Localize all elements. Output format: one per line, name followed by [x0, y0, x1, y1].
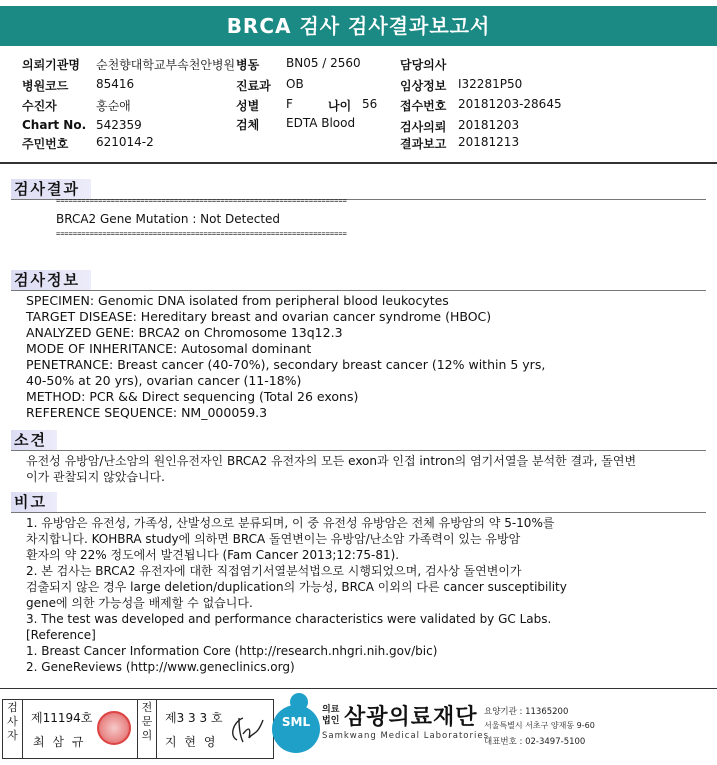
age-label: 나이: [328, 99, 352, 113]
remarks-line: 검출되지 않은 경우 large deletion/duplication의 가능성, BRCA 이외의 다른 cancer susceptibility: [26, 580, 567, 594]
receipt-value: 20181203-28645: [458, 97, 562, 111]
remarks-divider: [11, 512, 706, 513]
remarks-line: 3. The test was developed and performance characteristics were validated by GC Labs.: [26, 612, 552, 626]
report-footer: [0, 688, 717, 765]
request-label: 검사의뢰: [400, 120, 447, 134]
dept-label: 진료과: [236, 79, 271, 93]
specialist-vertical-label: 전 문 의: [137, 700, 157, 758]
doctor-label: 담당의사: [400, 58, 447, 72]
rrn-label: 주민번호: [22, 137, 69, 151]
agency-number: 요양기관 : 11365200: [484, 707, 569, 717]
remarks-line: 2. GeneReviews (http://www.geneclinics.org): [26, 660, 295, 674]
sml-logo-icon: SML: [272, 705, 320, 753]
findings-heading: 소견: [11, 430, 57, 450]
institution-value: 순천향대학교부속천안병원: [96, 58, 236, 72]
remarks-line: 차지합니다. KOHBRA study에 의하면 BRCA 돌연변이는 유방암/난소암 가족력이 있는 유방암: [26, 532, 521, 546]
findings-line: 이가 관찰되지 않았습니다.: [26, 470, 165, 484]
remarks-line: 1. Breast Cancer Information Core (http://research.nhgri.nih.gov/bic): [26, 644, 438, 658]
result-rule-bottom: =====================================================================: [56, 230, 347, 238]
examiner-vertical-label: 검 사 자: [3, 700, 23, 758]
age-value: 56: [362, 97, 378, 111]
test-info-line: REFERENCE SEQUENCE: NM_000059.3: [26, 405, 268, 420]
sex-label: 성별: [236, 99, 260, 113]
chart-label: Chart No.: [22, 118, 87, 132]
hospital-code-label: 병원코드: [22, 79, 69, 93]
remarks-line: 환자의 약 22% 정도에서 발견됩니다 (Fam Cancer 2013;12:75-81).: [26, 548, 400, 562]
clinical-value: I32281P50: [458, 77, 523, 91]
patient-info-block: [0, 52, 717, 164]
remarks-line: 1. 유방암은 유전성, 가족성, 산발성으로 분류되며, 이 중 유전성 유방암은 전체 유방암의 약 5-10%를: [26, 516, 555, 530]
remarks-line: 2. 본 검사는 BRCA2 유전자에 대한 직접염기서열분석법으로 시행되었으며, 검사상 돌연변이가: [26, 564, 522, 578]
test-info-divider: [11, 290, 706, 291]
test-info-line: ANALYZED GENE: BRCA2 on Chromosome 13q12.3: [26, 325, 343, 340]
ward-label: 병동: [236, 58, 260, 72]
org-address: 서울특별시 서초구 양재동 9-60: [484, 721, 595, 730]
examiner-stamp-icon: [97, 711, 131, 745]
org-name: 삼광의료재단: [344, 705, 478, 730]
remarks-line: [Reference]: [26, 628, 96, 642]
findings-line: 유전성 유방암/난소암의 원인유전자인 BRCA2 유전자의 모든 exon과 인접 intron의 염기서열을 분석한 결과, 돌연변: [26, 454, 637, 468]
rrn-value: 621014-2: [96, 135, 154, 149]
remarks-heading: 비고: [11, 492, 57, 512]
result-text: BRCA2 Gene Mutation : Not Detected: [56, 212, 281, 226]
receipt-label: 접수번호: [400, 99, 447, 113]
org-phone: 대표번호 : 02-3497-5100: [484, 737, 586, 747]
specialist-license: 제3 3 3 호: [165, 711, 223, 725]
test-info-line: TARGET DISEASE: Hereditary breast and ovarian cancer syndrome (HBOC): [26, 309, 492, 324]
report-value: 20181213: [458, 135, 520, 149]
chart-value: 542359: [96, 118, 142, 132]
remarks-line: gene에 의한 가능성을 배제할 수 없습니다.: [26, 596, 253, 610]
findings-divider: [11, 450, 706, 451]
specialist-signature-icon: [225, 712, 267, 748]
test-info-heading: 검사정보: [11, 270, 91, 290]
hospital-code-value: 85416: [96, 77, 135, 91]
ward-value: BN05 / 2560: [286, 56, 361, 70]
test-info-line: MODE OF INHERITANCE: Autosomal dominant: [26, 341, 312, 356]
org-prefix: 의료 법인: [322, 705, 340, 726]
sex-value: F: [286, 97, 293, 111]
dept-value: OB: [286, 77, 304, 91]
test-info-line: PENETRANCE: Breast cancer (40-70%), secondary breast cancer (12% within 5 yrs,: [26, 357, 546, 372]
patient-value: 홍순애: [96, 99, 131, 113]
report-label: 결과보고: [400, 137, 447, 151]
test-info-line: METHOD: PCR && Direct sequencing (Total 26 exons): [26, 389, 359, 404]
result-rule-top: =====================================================================: [56, 197, 347, 205]
result-heading: 검사결과: [11, 179, 91, 199]
clinical-label: 임상정보: [400, 79, 447, 93]
request-value: 20181203: [458, 118, 520, 132]
examiner-name: 최 삼 규: [33, 735, 86, 749]
specimen-label: 검체: [236, 118, 260, 132]
specimen-value: EDTA Blood: [286, 116, 356, 130]
examiner-license: 제11194호: [31, 711, 93, 725]
test-info-line: 40-50% at 20 yrs), ovarian cancer (11-18%): [26, 373, 302, 388]
signature-box: [2, 699, 274, 759]
specialist-name: 지 현 영: [165, 735, 218, 749]
test-info-line: SPECIMEN: Genomic DNA isolated from peripheral blood leukocytes: [26, 293, 449, 308]
patient-label: 수진자: [22, 99, 57, 113]
org-name-en: Samkwang Medical Laboratories: [322, 731, 490, 741]
institution-label: 의뢰기관명: [22, 58, 80, 72]
report-title: BRCA 검사 검사결과보고서: [0, 6, 717, 46]
